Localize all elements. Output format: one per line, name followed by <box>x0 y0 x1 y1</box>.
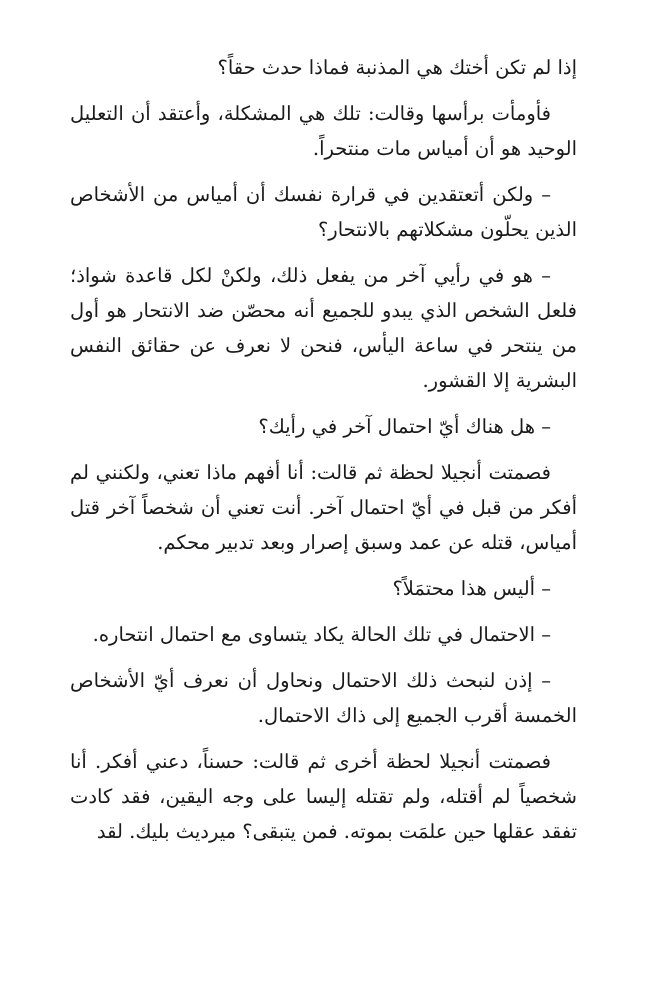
paragraph-8: – الاحتمال في تلك الحالة يكاد يتساوى مع احتمال انتحاره. <box>92 623 551 646</box>
paragraph-2: فأومأت برأسها وقالت: تلك هي المشكلة، وأعتقد أن التعليل الوحيد هو أن أمياس مات منتحراً. <box>70 102 577 160</box>
paragraph-7: – أليس هذا محتمَلاً؟ <box>392 577 551 600</box>
paragraph-1: إذا لم تكن أختك هي المذنبة فماذا حدث حقاً؟ <box>217 56 577 79</box>
paragraph-9: – إذن لنبحث ذلك الاحتمال ونحاول أن نعرف أيّ الأشخاص الخمسة أقرب الجميع إلى ذاك الاحتمال. <box>70 669 577 727</box>
paragraph-10: فصمتت أنجيلا لحظة أخرى ثم قالت: حسناً، دعني أفكر. أنا شخصياً لم أقتله، ولم تقتله إليسا على وجه اليقين، فقد كادت تفقد عقلها حين علمَت بموته. فمن يتبقى؟ ميرديث بليك. لقد <box>70 750 577 843</box>
paragraph-5: – هل هناك أيّ احتمال آخر في رأيك؟ <box>258 415 551 438</box>
paragraph-6: فصمتت أنجيلا لحظة ثم قالت: أنا أفهم ماذا تعني، ولكنني لم أفكر من قبل في أيّ احتمال آخر. أنت تعني أن شخصاً آخر قتل أمياس، قتله عن عمد وسبق إصرار وبعد تدبير محكم. <box>70 461 577 554</box>
paragraph-3: – ولكن أتعتقدين في قرارة نفسك أن أمياس من الأشخاص الذين يحلّون مشكلاتهم بالانتحار؟ <box>70 183 577 241</box>
paragraph-4: – هو في رأيي آخر من يفعل ذلك، ولكنْ لكل قاعدة شواذ؛ فلعل الشخص الذي يبدو للجميع أنه محصّن ضد الانتحار هو أول من ينتحر في ساعة اليأس، فنحن لا نعرف عن حقائق النفس البشرية إلا القشور. <box>70 264 577 392</box>
